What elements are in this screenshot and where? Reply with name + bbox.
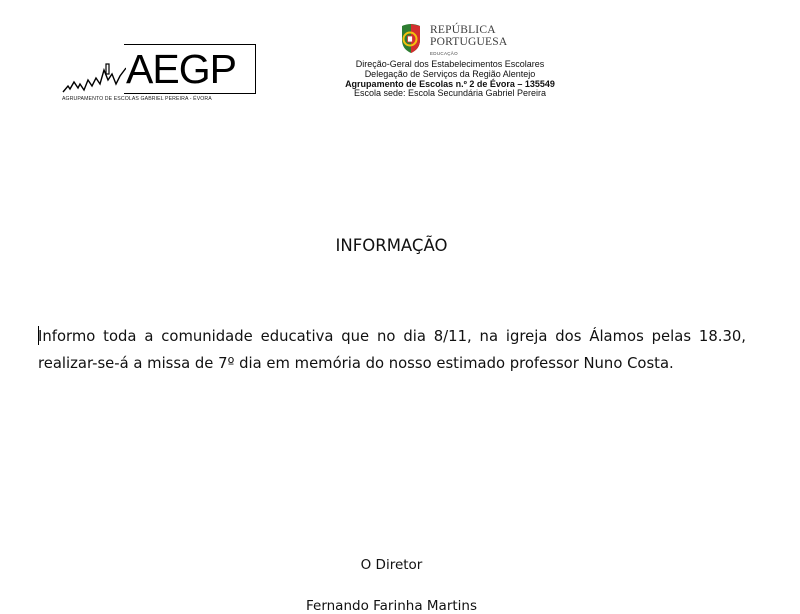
document-body[interactable]: Informo toda a comunidade educativa que no dia 8/11, na igreja dos Álamos pelas 18.30, realizar-se-á a missa de 7º dia em memória do nosso estimado professor Nuno Costa. <box>38 328 746 372</box>
school-line-3: Agrupamento de Escolas n.º 2 de Évora – 135549 <box>345 78 555 89</box>
document-title: INFORMAÇÃO <box>335 236 448 255</box>
school-line-1: Direção-Geral dos Estabelecimentos Escolares <box>355 59 545 69</box>
school-line-4: Escola sede: Escola Secundária Gabriel Pereira <box>353 88 547 99</box>
republic-line-2: PORTUGUESA <box>430 36 508 48</box>
signer-name: Fernando Farinha Martins <box>305 598 478 614</box>
republic-education: EDUCAÇÃO <box>430 51 458 56</box>
aegp-logo <box>62 44 258 106</box>
skyline-icon <box>62 56 126 94</box>
school-info <box>300 60 600 99</box>
republic-name <box>430 24 507 48</box>
signoff-title: O Diretor <box>360 557 423 573</box>
republic-emblem-icon <box>398 22 424 54</box>
aegp-subtitle: AGRUPAMENTO DE ESCOLAS GABRIEL PEREIRA - ÉVORA <box>62 96 212 102</box>
school-line-2: Delegação de Serviços da Região Alentejo <box>364 68 536 79</box>
republic-line-1: REPÚBLICA <box>430 24 496 36</box>
aegp-logo-text: AEGP <box>126 46 236 92</box>
